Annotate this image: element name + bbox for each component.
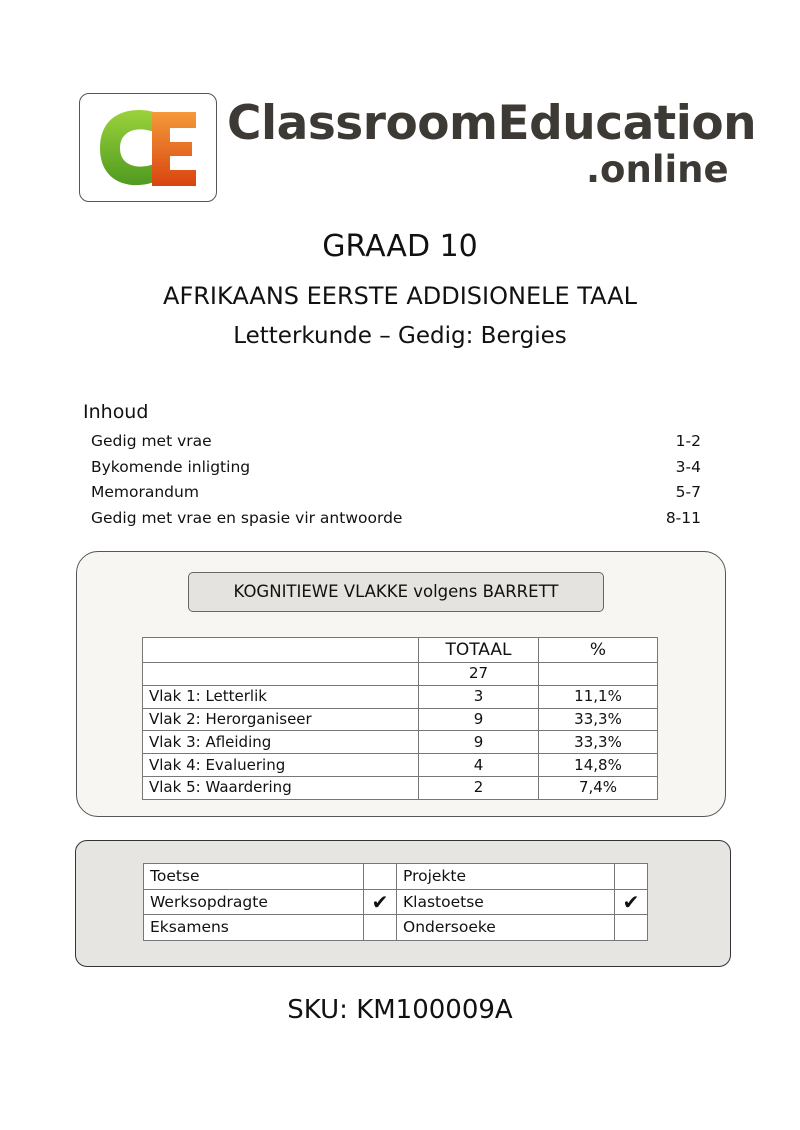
table-row <box>143 731 658 754</box>
level-label: Vlak 5: Waardering <box>143 776 419 799</box>
level-total: 3 <box>419 685 539 708</box>
level-percent: 14,8% <box>539 754 658 777</box>
contents-item <box>91 430 701 456</box>
table-row-total <box>143 663 658 686</box>
contents-item-label: Gedig met vrae en spasie vir antwoorde <box>91 508 403 527</box>
assessment-table <box>143 863 648 941</box>
total-value-cell: 27 <box>419 663 539 686</box>
contents-item-pages: 8-11 <box>665 508 701 527</box>
contents-item-label: Bykomende inligting <box>91 457 251 476</box>
level-percent: 33,3% <box>539 731 658 754</box>
header-cell-percent: % <box>539 638 658 663</box>
contents-list <box>91 430 701 532</box>
table-row <box>144 915 648 941</box>
assessment-type-left: Werksopdragte <box>144 889 364 915</box>
contents-item-label: Gedig met vrae <box>91 432 212 450</box>
brand-suffix: .online <box>586 148 729 191</box>
table-row <box>144 889 648 915</box>
table-row <box>143 776 658 799</box>
assessment-type-left: Toetse <box>144 864 364 890</box>
table-row <box>143 754 658 777</box>
check-icon <box>364 864 397 890</box>
assessment-panel <box>75 840 731 967</box>
grade-heading: GRAAD 10 <box>322 229 478 264</box>
table-header-row <box>143 638 658 663</box>
check-icon <box>615 864 648 890</box>
level-label: Vlak 3: Afleiding <box>143 731 419 754</box>
level-percent: 11,1% <box>539 685 658 708</box>
assessment-type-right: Projekte <box>397 864 615 890</box>
check-icon: ✔ <box>364 889 397 915</box>
level-total: 4 <box>419 754 539 777</box>
sku-label: SKU: KM100009A <box>287 995 513 1025</box>
table-row <box>143 708 658 731</box>
subject-heading: AFRIKAANS EERSTE ADDISIONELE TAAL <box>163 282 637 310</box>
table-row <box>143 685 658 708</box>
assessment-type-left: Eksamens <box>144 915 364 941</box>
ce-logo-icon <box>92 102 204 194</box>
contents-item-pages: 5-7 <box>675 483 701 501</box>
total-percent-cell <box>539 663 658 686</box>
barrett-title: KOGNITIEWE VLAKKE volgens BARRETT <box>188 572 604 612</box>
barrett-table <box>142 637 658 800</box>
level-percent: 7,4% <box>539 776 658 799</box>
check-icon <box>364 915 397 941</box>
assessment-type-right: Klastoetse <box>397 889 615 915</box>
contents-item-pages: 1-2 <box>675 432 701 450</box>
check-icon: ✔ <box>615 889 648 915</box>
contents-item <box>91 456 701 482</box>
level-total: 9 <box>419 708 539 731</box>
assessment-type-right: Ondersoeke <box>397 915 615 941</box>
contents-item <box>91 481 701 507</box>
level-label: Vlak 2: Herorganiseer <box>143 708 419 731</box>
table-row <box>144 864 648 890</box>
barrett-panel <box>76 551 726 817</box>
contents-item <box>91 507 701 533</box>
level-percent: 33,3% <box>539 708 658 731</box>
check-icon <box>615 915 648 941</box>
header-cell-blank <box>143 638 419 663</box>
contents-title: Inhoud <box>83 401 149 423</box>
brand-name: ClassroomEducation <box>227 96 757 151</box>
level-total: 2 <box>419 776 539 799</box>
header-cell-total: TOTAAL <box>419 638 539 663</box>
level-label: Vlak 4: Evaluering <box>143 754 419 777</box>
logo <box>79 93 217 202</box>
level-total: 9 <box>419 731 539 754</box>
contents-item-label: Memorandum <box>91 483 199 501</box>
total-label-cell <box>143 663 419 686</box>
level-label: Vlak 1: Letterlik <box>143 685 419 708</box>
topic-heading: Letterkunde – Gedig: Bergies <box>233 323 567 349</box>
contents-item-pages: 3-4 <box>675 457 701 476</box>
